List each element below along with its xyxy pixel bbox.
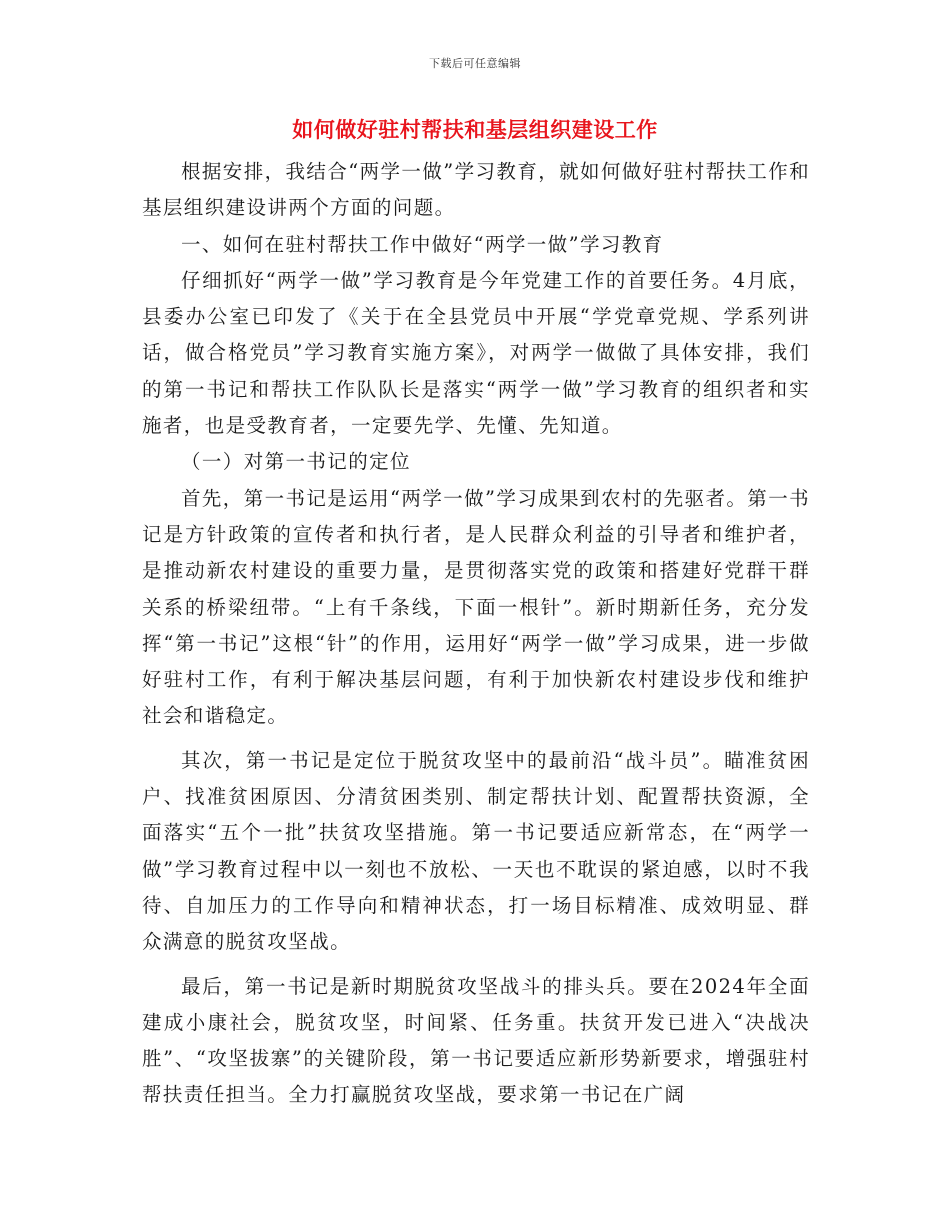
paragraph-intro: 根据安排，我结合“两学一做”学习教育，就如何做好驻村帮扶工作和基层组织建设讲两个方面的问题。 bbox=[142, 160, 810, 220]
subsection-heading: （一）对第一书记的定位 bbox=[181, 450, 411, 474]
section-heading: 一、如何在驻村帮扶工作中做好“两学一做”学习教育 bbox=[181, 232, 664, 256]
paragraph: 最后，第一书记是新时期脱贫攻坚战斗的排头兵。要在2024年全面建成小康社会，脱贫攻坚，时间紧、任务重。扶贫开发已进入“决战决胜”、“攻坚拔寨”的关键阶段，第一书记要适应新形势新要求，增强驻村帮扶责任担当。全力打赢脱贫攻坚战，要求第一书记在广阔 bbox=[142, 974, 810, 1107]
paragraph: 首先，第一书记是运用“两学一做”学习成果到农村的先驱者。第一书记是方针政策的宣传者和执行者，是人民群众利益的引导者和维护者，是推动新农村建设的重要力量，是贯彻落实党的政策和搭建好党群干群关系的桥梁纽带。“上有千条线，下面一根针”。新时期新任务，充分发挥“第一书记”这根“针”的作用，运用好“两学一做”学习成果，进一步做好驻村工作，有利于解决基层问题，有利于加快新农村建设步伐和维护社会和谐稳定。 bbox=[142, 486, 810, 728]
document-body bbox=[142, 154, 810, 1114]
document-title: 如何做好驻村帮扶和基层组织建设工作 bbox=[292, 118, 658, 142]
paragraph: 仔细抓好“两学一做”学习教育是今年党建工作的首要任务。4月底，县委办公室已印发了《关于在全县党员中开展“学党章党规、学系列讲话，做合格党员”学习教育实施方案》，对两学一做做了具体安排，我们的第一书记和帮扶工作队队长是落实“两学一做”学习教育的组织者和实施者，也是受教育者，一定要先学、先懂、先知道。 bbox=[142, 268, 810, 438]
header-note: 下载后可任意编辑 bbox=[429, 57, 521, 70]
paragraph: 其次，第一书记是定位于脱贫攻坚中的最前沿“战斗员”。瞄准贫困户、找准贫困原因、分清贫困类别、制定帮扶计划、配置帮扶资源，全面落实“五个一批”扶贫攻坚措施。第一书记要适应新常态，在“两学一做”学习教育过程中以一刻也不放松、一天也不耽误的紧迫感，以时不我待、自加压力的工作导向和精神状态，打一场目标精准、成效明显、群众满意的脱贫攻坚战。 bbox=[142, 748, 810, 954]
